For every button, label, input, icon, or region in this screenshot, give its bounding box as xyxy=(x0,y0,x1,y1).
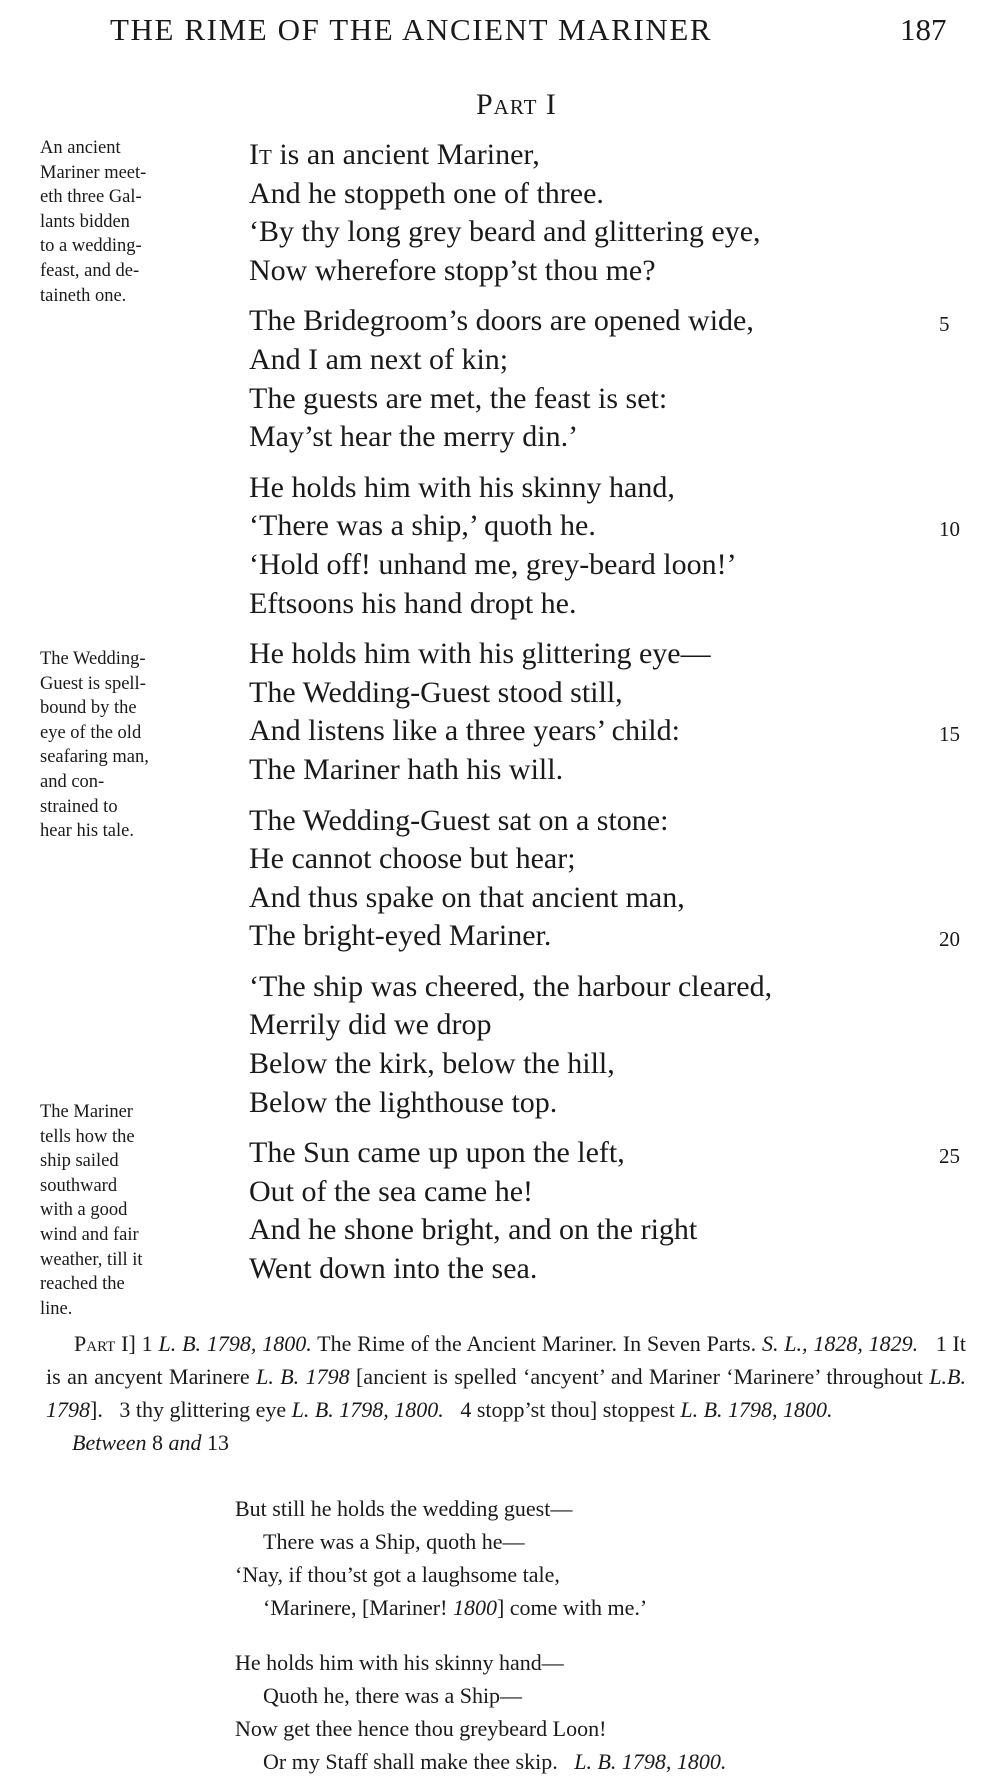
note-line-number: 3 xyxy=(119,1397,131,1422)
note-line-number: 1 xyxy=(141,1331,153,1356)
poem-line xyxy=(249,507,960,546)
poem-line-text: The bright-eyed Mariner. xyxy=(249,919,552,953)
note-text: [ancient is spelled ‘ancyent’ and Mariner ‘Marinere’ throughout xyxy=(355,1364,923,1389)
line-number: 15 xyxy=(939,722,960,747)
variant-heading-word: and xyxy=(168,1430,202,1455)
note-source: L. B. 1798, 1800. xyxy=(680,1397,833,1422)
gloss-line: eth three Gal- xyxy=(40,187,142,208)
gloss-line: The Wedding- xyxy=(40,649,146,669)
part-heading: Part I xyxy=(476,88,557,121)
poem-line-text: The Bridegroom’s doors are opened wide, xyxy=(249,304,754,338)
note-paragraph xyxy=(46,1327,966,1426)
variant-line-text: ‘Marinere, [Mariner! xyxy=(263,1595,448,1620)
poem-line: The Wedding-Guest stood still, xyxy=(249,675,623,709)
gloss-line: with a good xyxy=(40,1200,128,1221)
gloss-line: ship sailed xyxy=(40,1151,119,1172)
poem-line xyxy=(249,136,949,175)
poem-line: The Wedding-Guest sat on a stone: xyxy=(249,803,669,837)
poem-line xyxy=(249,917,960,956)
variant-heading-number: 8 xyxy=(152,1430,164,1455)
variant-line-text: Or my Staff shall make thee skip. xyxy=(263,1749,558,1774)
line-number: 20 xyxy=(939,927,960,952)
gloss-line: strained to xyxy=(40,796,118,817)
note-source: S. L., 1828, 1829. xyxy=(761,1331,919,1356)
poem-line: Below the kirk, below the hill, xyxy=(249,1047,615,1081)
variant-stanza xyxy=(235,1492,975,1624)
gloss-line: Mariner meet- xyxy=(40,162,147,183)
poem-line-text: And listens like a three years’ child: xyxy=(249,714,680,748)
note-line-number: 4 xyxy=(460,1397,472,1422)
running-head: THE RIME OF THE ANCIENT MARINER xyxy=(110,12,713,47)
gloss-line: eye of the old xyxy=(40,722,142,743)
variant-line: Now get thee hence thou greybeard Loon! xyxy=(235,1716,607,1741)
note-source: L. B. 1798, 1800. xyxy=(574,1749,727,1774)
variant-line: Quoth he, there was a Ship— xyxy=(263,1683,523,1708)
variant-line: He holds him with his skinny hand— xyxy=(235,1650,564,1675)
gloss-line: feast, and de- xyxy=(40,260,140,281)
gloss-line: seafaring man, xyxy=(40,747,149,768)
poem-line: ‘The ship was cheered, the harbour cleared, xyxy=(249,969,773,1003)
gloss-line: Guest is spell- xyxy=(40,673,146,694)
variant-heading-number: 13 xyxy=(207,1430,230,1455)
gloss-line: tells how the xyxy=(40,1126,135,1147)
line-number: 5 xyxy=(939,312,950,337)
poem-line xyxy=(249,302,949,341)
note-source: L. B. 1798, 1800. xyxy=(291,1397,444,1422)
poem-line: He holds him with his glittering eye— xyxy=(249,637,711,671)
poem-line: Went down into the sea. xyxy=(249,1252,538,1286)
stanza xyxy=(249,302,949,456)
marginal-gloss xyxy=(40,136,215,308)
gloss-line: southward xyxy=(40,1175,118,1196)
poem-line: And I am next of kin; xyxy=(249,342,509,376)
marginal-gloss xyxy=(40,1100,215,1321)
gloss-line: The Mariner xyxy=(40,1102,133,1122)
poem-line-text: The Sun came up upon the left, xyxy=(249,1136,625,1170)
gloss-line: An ancient xyxy=(40,138,121,158)
stanza xyxy=(249,136,949,290)
stanza xyxy=(249,968,949,1122)
gloss-line: reached the xyxy=(40,1274,125,1295)
stanza xyxy=(249,1134,960,1288)
gloss-line: weather, till it xyxy=(40,1249,143,1270)
poem-line-text: is an ancient Mariner, xyxy=(271,138,540,171)
textual-notes xyxy=(46,1327,966,1459)
stanza xyxy=(249,469,960,623)
poem-line: The Mariner hath his will. xyxy=(249,752,564,786)
note-source: L. B. 1798 xyxy=(256,1364,350,1389)
stanza xyxy=(249,635,960,789)
variant-year: 1800 xyxy=(452,1595,497,1620)
line-number: 10 xyxy=(939,517,960,542)
variant-line: But still he holds the wedding guest— xyxy=(235,1496,573,1521)
poem-line: He holds him with his skinny hand, xyxy=(249,470,675,504)
poem-text xyxy=(249,136,960,1301)
note-line-number: 1 xyxy=(935,1331,947,1356)
poem-line: ‘Hold off! unhand me, grey-beard loon!’ xyxy=(249,547,737,581)
stanza xyxy=(249,802,960,956)
note-label: Part I] xyxy=(74,1331,136,1356)
variant-line: ‘Nay, if thou’st got a laughsome tale, xyxy=(235,1562,560,1587)
variant-line-text: ] come with me.’ xyxy=(496,1595,648,1620)
gloss-line: to a wedding- xyxy=(40,236,142,257)
line-number: 25 xyxy=(939,1144,960,1169)
page-number: 187 xyxy=(900,12,947,47)
variant-heading xyxy=(46,1426,966,1459)
poem-line: And he shone bright, and on the right xyxy=(249,1213,698,1247)
variant-stanza xyxy=(235,1646,975,1778)
gloss-line: bound by the xyxy=(40,698,137,719)
poem-line: ‘By thy long grey beard and glittering eye, xyxy=(249,215,761,249)
gloss-line: and con- xyxy=(40,771,105,792)
gloss-line: hear his tale. xyxy=(40,821,134,842)
note-text: The Rime of the Ancient Mariner. In Seven Parts. xyxy=(317,1331,757,1356)
poem-line: He cannot choose but hear; xyxy=(249,842,576,876)
gloss-line: lants bidden xyxy=(40,211,130,232)
variant-heading-word: Between xyxy=(72,1430,147,1455)
poem-line: And thus spake on that ancient man, xyxy=(249,880,685,914)
poem-line xyxy=(249,712,960,751)
note-text: thy glittering eye xyxy=(135,1397,287,1422)
poem-line: Eftsoons his hand dropt he. xyxy=(249,586,577,620)
variant-line xyxy=(235,1745,975,1778)
initial-word: It xyxy=(249,138,272,171)
poem-line: May’st hear the merry din.’ xyxy=(249,420,579,454)
poem-line: Below the lighthouse top. xyxy=(249,1085,558,1119)
gloss-line: wind and fair xyxy=(40,1224,139,1245)
gloss-line: taineth one. xyxy=(40,285,127,306)
variant-line: There was a Ship, quoth he— xyxy=(263,1529,525,1554)
gloss-line: line. xyxy=(40,1298,73,1319)
note-source: L. B. 1798, 1800. xyxy=(158,1331,312,1356)
poem-line xyxy=(249,1134,960,1173)
note-text: stopp’st thou] stoppest xyxy=(476,1397,675,1422)
poem-line: The guests are met, the feast is set: xyxy=(249,381,668,415)
variant-line xyxy=(235,1591,975,1624)
marginal-gloss xyxy=(40,647,215,844)
note-text: ]. xyxy=(90,1397,103,1422)
poem-line: Merrily did we drop xyxy=(249,1008,492,1042)
poem-line: And he stoppeth one of three. xyxy=(249,176,604,210)
poem-line-text: ‘There was a ship,’ quoth he. xyxy=(249,509,596,543)
note-source: L.B. 1798 xyxy=(46,1364,966,1422)
note-text: It is an ancyent Marinere xyxy=(46,1331,966,1389)
poem-line: Out of the sea came he! xyxy=(249,1174,534,1208)
poem-line: Now wherefore stopp’st thou me? xyxy=(249,253,656,287)
